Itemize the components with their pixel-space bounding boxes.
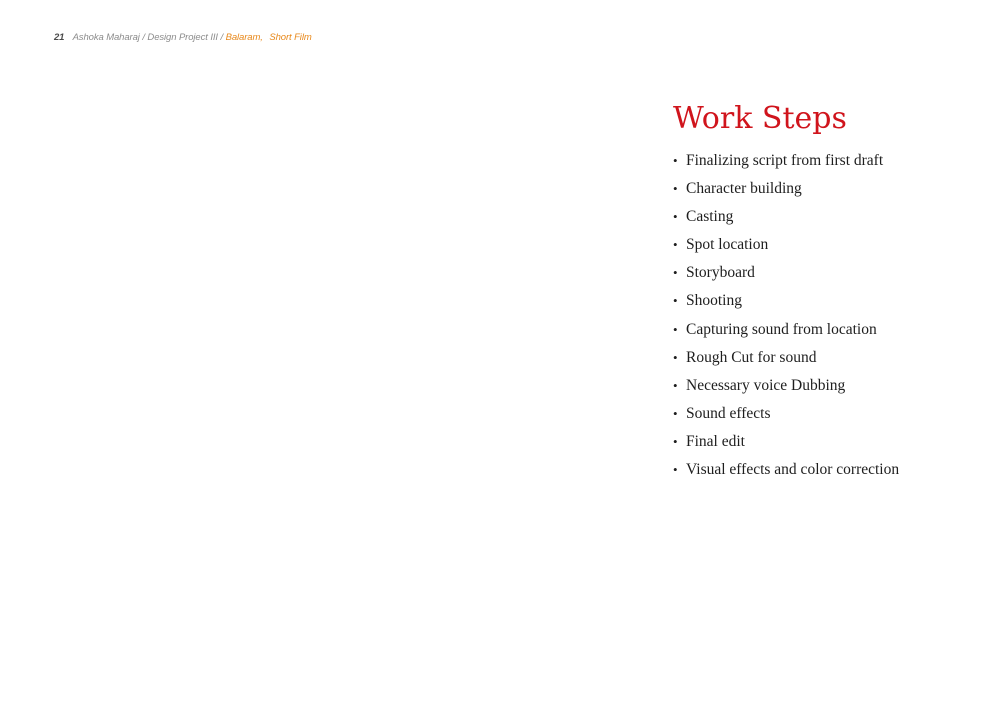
step-text: Shooting — [686, 292, 742, 310]
step-text: Spot location — [686, 236, 769, 254]
step-text: Casting — [686, 208, 734, 226]
step-item — [673, 461, 973, 489]
page-number: 21 — [54, 32, 65, 43]
step-item — [673, 433, 973, 461]
step-item — [673, 377, 973, 405]
work-steps-list — [673, 152, 973, 489]
step-text: Character building — [686, 180, 802, 198]
header-project: Balaram, — [225, 32, 263, 43]
section-title: Work Steps — [673, 101, 847, 136]
step-item — [673, 405, 973, 433]
bullet-icon: • — [673, 462, 678, 478]
step-text: Necessary voice Dubbing — [686, 376, 846, 394]
bullet-icon: • — [673, 265, 678, 281]
bullet-icon: • — [673, 181, 678, 197]
step-item — [673, 264, 973, 292]
step-item — [673, 292, 973, 320]
step-item — [673, 236, 973, 264]
bullet-icon: • — [673, 433, 678, 449]
bullet-icon: • — [673, 349, 678, 365]
bullet-icon: • — [673, 237, 678, 253]
step-item — [673, 180, 973, 208]
step-text: Final edit — [686, 432, 745, 450]
step-item — [673, 208, 973, 236]
step-item — [673, 349, 973, 377]
bullet-icon: • — [673, 405, 678, 421]
step-text: Visual effects and color correction — [686, 461, 900, 479]
bullet-icon: • — [673, 153, 678, 168]
step-item — [673, 152, 973, 180]
running-header — [54, 32, 312, 43]
bullet-icon: • — [673, 209, 678, 225]
bullet-icon: • — [673, 321, 678, 337]
step-item — [673, 321, 973, 349]
step-text: Rough Cut for sound — [686, 348, 817, 366]
step-text: Capturing sound from location — [686, 320, 877, 338]
header-subtitle: Short Film — [269, 32, 312, 43]
step-text: Sound effects — [686, 404, 771, 422]
work-steps-section — [673, 98, 973, 489]
header-path: Ashoka Maharaj / Design Project III / — [72, 32, 224, 43]
step-text: Finalizing script from first draft — [686, 152, 884, 169]
bullet-icon: • — [673, 377, 678, 393]
step-text: Storyboard — [686, 264, 755, 282]
bullet-icon: • — [673, 293, 678, 309]
